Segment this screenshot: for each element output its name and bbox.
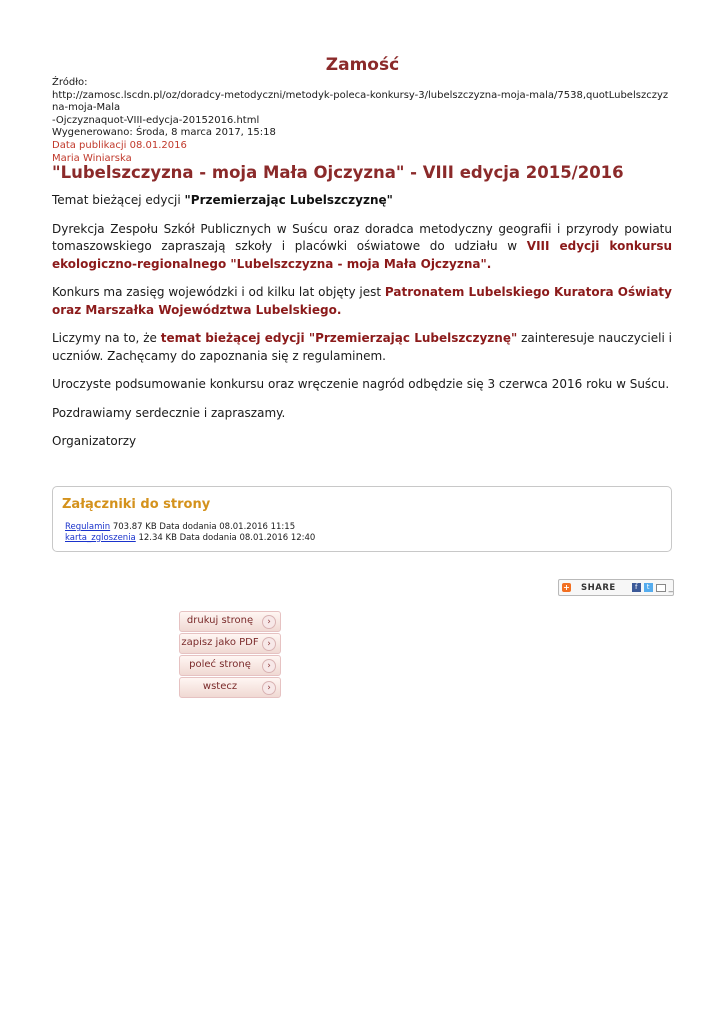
attachment-link-regulamin[interactable]: Regulamin — [65, 522, 111, 532]
article-content — [52, 192, 672, 462]
encouragement-text-a: Liczymy na to, że — [52, 331, 161, 345]
more-icon[interactable]: _ — [668, 582, 673, 593]
paragraph-greeting: Pozdrawiamy serdecznie i zapraszamy. — [52, 405, 286, 420]
recommend-page-button[interactable] — [179, 655, 281, 676]
attachment-info: 703.87 KB Data dodania 08.01.2016 11:15 — [110, 522, 296, 532]
source-label: Źródło: — [52, 77, 88, 88]
encouragement-text-b: zainteresuje nauczycieli i uczniów. Zachęcamy do zapoznania się z regulaminem. — [52, 331, 672, 363]
paragraph-topic — [52, 192, 672, 210]
print-page-label: drukuj stronę — [186, 615, 254, 626]
paragraph-organizers: Organizatorzy — [52, 434, 137, 448]
addthis-plus-icon: + — [563, 583, 570, 592]
back-label: wstecz — [202, 681, 238, 692]
twitter-icon[interactable]: t — [644, 583, 653, 592]
save-pdf-label: zapisz jako PDF — [181, 637, 259, 648]
recommend-page-label: poleć stronę — [189, 659, 251, 670]
attachments-title: Załączniki do strony — [62, 497, 211, 512]
generated-date: Wygenerowano: Środa, 8 marca 2017, 15:18 — [52, 127, 276, 139]
chevron-right-icon: › — [262, 615, 276, 629]
attachments-box — [52, 486, 672, 552]
attachment-link-karta[interactable]: karta_zgloszenia — [65, 532, 136, 543]
attachment-item — [65, 533, 315, 544]
email-icon[interactable] — [656, 584, 666, 592]
invitation-text: Dyrekcja Zespołu Szkół Publicznych w Suścu oraz doradca metodyczny geografii i przyrody powiatu tomaszowskiego zapraszają szkoły i placówki oświatowe do udziału w — [52, 221, 672, 253]
patronage-text: Konkurs ma zasięg wojewódzki i od kilku lat objęty jest — [52, 285, 385, 299]
patronage-highlight: Patronatem Lubelskiego Kuratora Oświaty oraz Marszałka Województwa Lubelskiego. — [52, 285, 672, 317]
chevron-right-icon: › — [262, 681, 276, 695]
contest-name-highlight: VIII edycji konkursu ekologiczno-regionalnego "Lubelszczyzna - moja Mała Ojczyzna". — [52, 239, 673, 271]
attachment-info: 12.34 KB Data dodania 08.01.2016 12:40 — [135, 532, 316, 543]
page-title: Zamość — [325, 55, 400, 75]
page-actions — [179, 611, 281, 699]
save-pdf-button[interactable] — [179, 633, 281, 654]
attachment-item — [65, 522, 315, 533]
chevron-right-icon: › — [262, 637, 276, 651]
chevron-right-icon: › — [262, 659, 276, 673]
paragraph-encouragement — [52, 330, 672, 365]
publication-date: Data publikacji 08.01.2016 — [52, 139, 187, 151]
attachments-list — [65, 522, 315, 543]
topic-highlight: temat bieżącej edycji "Przemierzając Lubelszczyznę" — [160, 331, 518, 345]
back-button[interactable] — [179, 677, 281, 698]
print-page-button[interactable] — [179, 611, 281, 632]
source-url-line1: http://zamosc.lscdn.pl/oz/doradcy-metodyczni/metodyk-poleca-konkursy-3/lubelszczyzna-moja-mala/7538,quotLubelszczyzna-moja-Mala — [52, 89, 669, 114]
source-url-line2: -Ojczyznaquot-VIII-edycja-20152016.html — [52, 114, 260, 126]
author-name: Maria Winiarska — [52, 152, 132, 164]
facebook-icon[interactable]: f — [632, 583, 641, 592]
paragraph-patronage — [52, 284, 672, 319]
share-label: SHARE — [581, 582, 616, 593]
meta-info — [52, 77, 674, 165]
article-title: "Lubelszczyzna - moja Mała Ojczyzna" - VIII edycja 2015/2016 — [52, 163, 624, 182]
topic-label: Temat bieżącej edycji — [52, 193, 185, 207]
share-button[interactable] — [558, 579, 674, 596]
topic-name: "Przemierzając Lubelszczyznę" — [184, 193, 393, 207]
paragraph-invitation — [52, 221, 672, 274]
paragraph-ceremony: Uroczyste podsumowanie konkursu oraz wręczenie nagród odbędzie się 3 czerwca 2016 roku w Suścu. — [52, 377, 670, 391]
